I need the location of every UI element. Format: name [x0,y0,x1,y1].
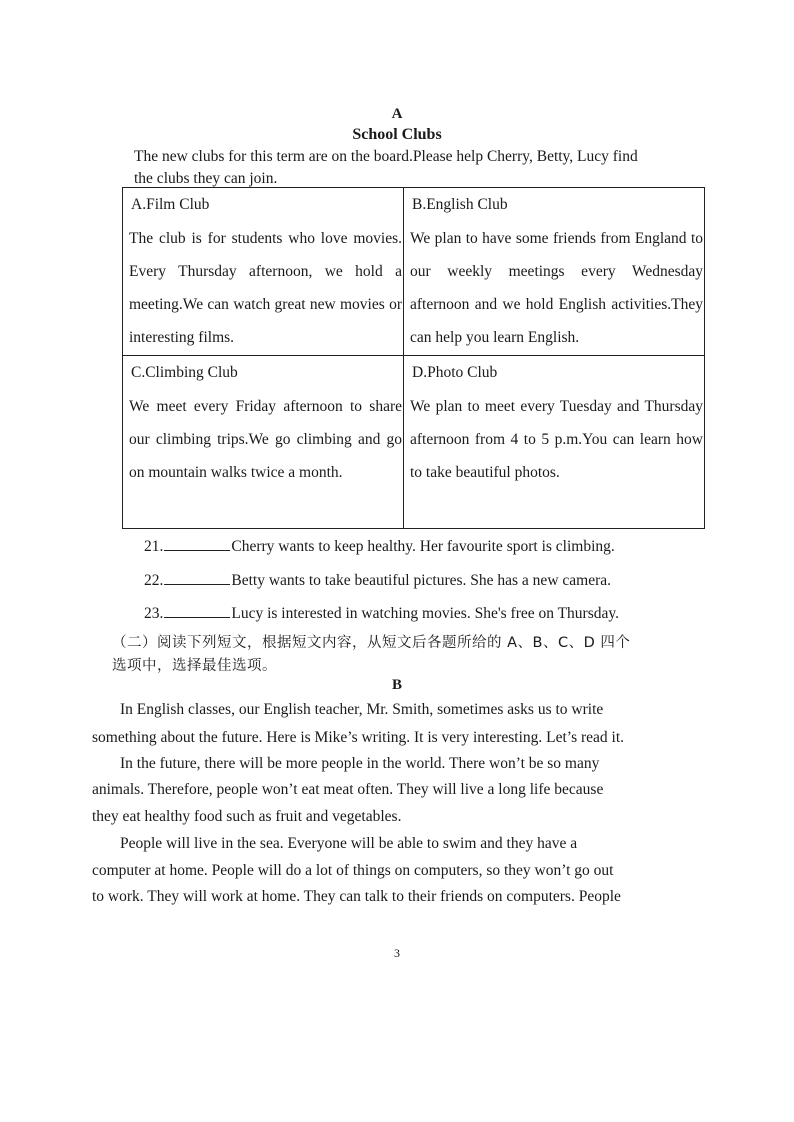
question-number: 23. [144,605,164,622]
passage-b-line-3: In the future, there will be more people in the world. There won’t be so many [120,755,600,772]
question-23 [144,604,619,623]
club-description: The club is for students who love movies. Every Thursday afternoon, we hold a meeting.We can watch great new movies or interesting films. [129,230,402,346]
answer-blank[interactable] [164,604,230,618]
club-cell-b [404,188,705,356]
question-21 [144,537,615,556]
instruction-line-2: 选项中，选择最佳选项。 [112,658,277,674]
club-name: D.Photo Club [412,364,498,381]
club-description: We plan to meet every Tuesday and Thursday afternoon from 4 to 5 p.m.You can learn how to take beautiful photos. [410,398,703,481]
page-number: 3 [394,946,400,960]
club-cell-d [404,356,705,529]
passage-title: School Clubs [352,126,442,143]
intro-line-2: the clubs they can join. [134,170,278,187]
passage-b-line-5: they eat healthy food such as fruit and vegetables. [92,808,402,825]
answer-blank[interactable] [164,571,230,585]
club-cell-a [123,188,404,356]
question-text: Lucy is interested in watching movies. She's free on Thursday. [231,605,619,622]
question-text: Betty wants to take beautiful pictures. She has a new camera. [231,572,611,589]
answer-blank[interactable] [164,537,230,551]
question-text: Cherry wants to keep healthy. Her favourite sport is climbing. [231,538,615,555]
club-name: A.Film Club [131,196,210,213]
club-name: C.Climbing Club [131,364,238,381]
question-number: 21. [144,538,164,555]
passage-b-line-1: In English classes, our English teacher, Mr. Smith, sometimes asks us to write [120,701,604,718]
instruction-line-1: （二）阅读下列短文，根据短文内容，从短文后各题所给的 A、B、C、D 四个 [112,635,631,651]
club-name: B.English Club [412,196,508,213]
intro-line-1: The new clubs for this term are on the board.Please help Cherry, Betty, Lucy find [134,148,638,165]
club-description: We meet every Friday afternoon to share our climbing trips.We go climbing and go on mountain walks twice a month. [129,398,402,481]
question-number: 22. [144,572,164,589]
section-letter-b: B [391,677,402,693]
passage-b-line-4: animals. Therefore, people won’t eat meat often. They will live a long life because [92,781,604,798]
passage-b-line-7: computer at home. People will do a lot of things on computers, so they won’t go out [92,862,614,879]
club-cell-c [123,356,404,529]
passage-b-line-6: People will live in the sea. Everyone will be able to swim and they have a [120,835,578,852]
section-letter-a: A [391,106,403,122]
clubs-table [122,187,705,529]
passage-b-line-8: to work. They will work at home. They can talk to their friends on computers. People [92,888,621,905]
club-description: We plan to have some friends from England to our weekly meetings every Wednesday afternoon and we hold English activities.They can help you learn English. [410,230,703,346]
question-22 [144,571,611,590]
passage-b-line-2: something about the future. Here is Mike’s writing. It is very interesting. Let’s read it. [92,729,625,746]
